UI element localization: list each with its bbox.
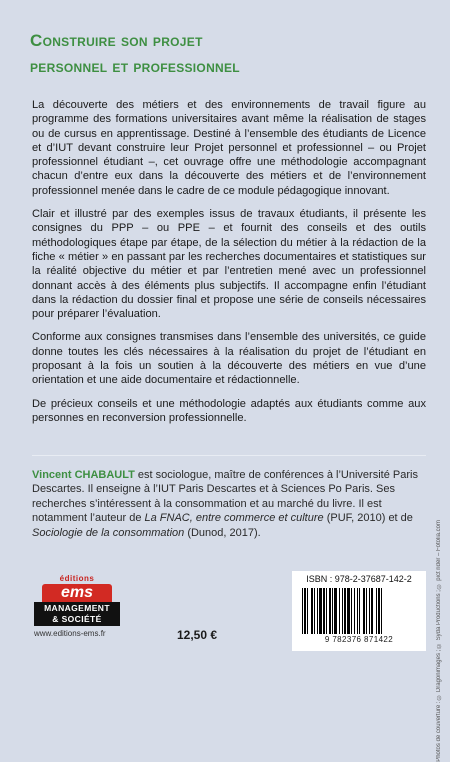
description bbox=[32, 98, 426, 434]
barcode-bar bbox=[329, 588, 331, 634]
bio-text: (Dunod, 2017). bbox=[184, 526, 261, 539]
photo-credit: Photos de couverture : © Dragonimages ; © Syda Productions ; © pict rider – Fotolia.com bbox=[436, 520, 442, 762]
title-line-2: personnel et professionnel bbox=[30, 57, 240, 76]
paragraph: Conforme aux consignes transmises dans l’ensemble des universités, ce guide donne toutes les clés nécessaires à la réalisation du projet de l’étudiant en proposant à la fois un soutien à la découverte des métiers en vue d’une orientation et une aide documentaire et rédactionnelle. bbox=[32, 331, 426, 387]
barcode bbox=[302, 588, 416, 634]
price: 12,50 € bbox=[177, 628, 218, 642]
divider bbox=[32, 455, 426, 456]
barcode-bar bbox=[307, 588, 308, 634]
logo-line-2: & SOCIÉTÉ bbox=[52, 614, 102, 624]
logo-ems: ems bbox=[42, 584, 112, 602]
barcode-bar bbox=[323, 588, 325, 634]
barcode-bar bbox=[302, 588, 303, 634]
barcode-bar bbox=[381, 588, 382, 634]
barcode-bar bbox=[314, 588, 315, 634]
paragraph: Clair et illustré par des exemples issus de travaux étudiants, il présente les consignes du PPP – ou PPE – et fournit des conseils et des outils méthodologiques étape par étape, de la sélection du métier à la rédaction de la fiche « métier » en passant par les recherches documentaires et statistiques sur la réalité objective du métier et par l’entretien mené avec un professionnel donnant accès à des éléments plus subjectifs. Il accompagne enfin l’étudiant dans la rédaction du dossier final et propose une série de conseils nécessaires pour préparer l’évaluation. bbox=[32, 208, 426, 321]
barcode-digits: 9 782376 871422 bbox=[324, 635, 394, 644]
barcode-bar bbox=[304, 588, 306, 634]
barcode-bar bbox=[376, 588, 377, 634]
book-reference: La FNAC, entre commerce et culture bbox=[144, 512, 324, 525]
publisher-logo bbox=[34, 574, 120, 638]
barcode-bar bbox=[357, 588, 358, 634]
barcode-bar bbox=[371, 588, 373, 634]
barcode-bar bbox=[326, 588, 327, 634]
logo-subtitle bbox=[34, 602, 120, 626]
barcode-bar bbox=[359, 588, 360, 634]
logo-line-1: MANAGEMENT bbox=[44, 603, 110, 613]
title-line-1: Construire son projet bbox=[30, 31, 203, 50]
barcode-bar bbox=[347, 588, 350, 634]
barcode-bar bbox=[369, 588, 370, 634]
logo-editions: éditions bbox=[59, 574, 95, 583]
barcode-bar bbox=[342, 588, 343, 634]
barcode-bar bbox=[354, 588, 355, 634]
barcode-bar bbox=[351, 588, 352, 634]
publisher-url: www.editions-ems.fr bbox=[34, 629, 106, 638]
author-bio bbox=[32, 468, 426, 540]
barcode-bar bbox=[344, 588, 346, 634]
barcode-bar bbox=[378, 588, 380, 634]
barcode-bar bbox=[319, 588, 322, 634]
barcode-bar bbox=[317, 588, 318, 634]
barcode-bar bbox=[311, 588, 313, 634]
paragraph: La découverte des métiers et des environnements de travail figure au programme des formations universitaires avant même la réalisation de stages ou de cursus en apprentissage. Destiné à l’ensemble des étudiants de Licence et d’IUT devant construire leur Projet personnel et professionnel – ou Projet professionnel étudiant –, cet ouvrage offre une méthodologie accompagnant chacun d’entre eux dans la découverte des métiers et de l’environnement professionnel menée dans le cadre de ce module pédagogique innovant. bbox=[32, 99, 426, 197]
paragraph: De précieux conseils et une méthodologie adaptés aux étudiants comme aux personnes en reconversion professionnelle. bbox=[32, 397, 426, 424]
barcode-bar bbox=[339, 588, 340, 634]
isbn: ISBN : 978-2-37687-142-2 bbox=[306, 574, 412, 584]
barcode-bar bbox=[366, 588, 367, 634]
bio-text: (PUF, 2010) et de bbox=[323, 512, 413, 525]
book-reference: Sociologie de la consommation bbox=[32, 526, 185, 539]
author-name: Vincent CHABAULT bbox=[32, 469, 135, 481]
barcode-area bbox=[292, 571, 426, 651]
barcode-bar bbox=[332, 588, 333, 634]
barcode-bar bbox=[334, 588, 337, 634]
bio-text: est sociologue, maître de conférences à l’Université Paris Descartes. Il enseigne à l’IUT Paris Descartes et à Sciences Po Paris. Ses recherches s’intéressent à la consommation et au marché du livre. Il est notamment l’auteur de bbox=[32, 469, 418, 525]
barcode-bar bbox=[363, 588, 365, 634]
book-title bbox=[30, 30, 430, 78]
